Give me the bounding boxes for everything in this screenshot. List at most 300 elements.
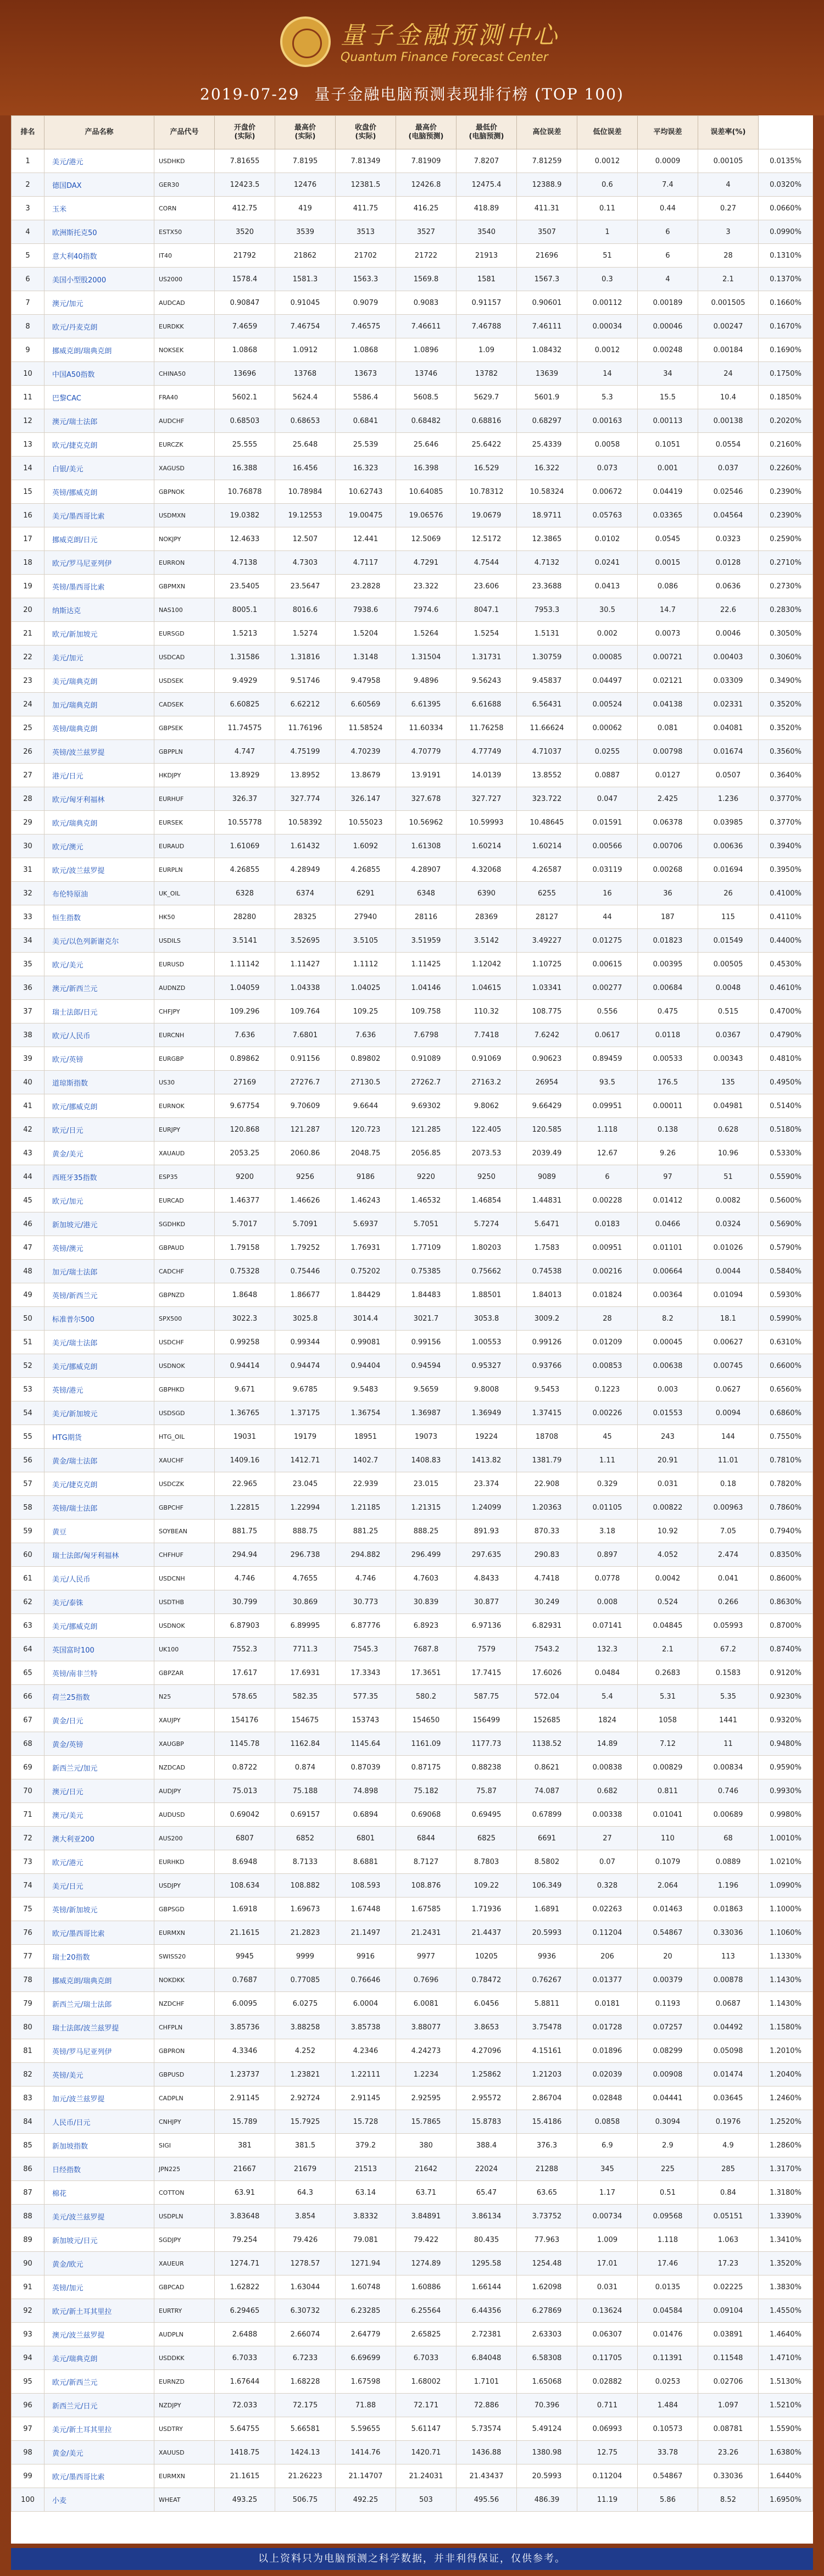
table-cell: 72.886 [456,2394,517,2417]
table-cell: 1.60748 [336,2275,396,2299]
table-cell: 0.93766 [517,1354,577,1378]
brand-row [0,12,824,78]
table-cell: 1274.89 [396,2252,456,2275]
table-cell: 16.322 [517,457,577,480]
table-cell: 20 [12,598,44,622]
table-cell: 1408.83 [396,1449,456,1472]
table-cell: 21679 [275,2157,336,2181]
table-cell: 297.635 [456,1543,517,1567]
table-cell: GBPHKD [154,1378,215,1401]
table-cell: 0.00268 [638,858,698,882]
table-cell: 0.94594 [396,1354,456,1378]
table-cell: 0.33036 [698,1921,759,1945]
table-cell: 1278.57 [275,2252,336,2275]
table-cell: 美元/挪威克朗 [44,1354,154,1378]
table-cell: 5.61147 [396,2417,456,2441]
table-cell: EURMXN [154,2464,215,2488]
table-cell: 0.5990% [759,1307,813,1331]
table-cell: 7.4659 [215,315,275,338]
table-cell: 1.0912 [275,338,336,362]
table-cell: 1.6891 [517,1898,577,1921]
table-cell: 7.12 [638,1732,698,1756]
table-cell: 1.1430% [759,1968,813,1992]
table-cell: 176.5 [638,1071,698,1094]
table-cell: 21667 [215,2157,275,2181]
table-cell: 21288 [517,2157,577,2181]
table-cell: 澳元/新西兰元 [44,976,154,1000]
table-cell: 0.7696 [396,1968,456,1992]
table-cell: 0.9590% [759,1756,813,1779]
table-cell: 881.25 [336,1520,396,1543]
table-cell: 4 [698,173,759,197]
table-cell: 1.5204 [336,622,396,646]
table-cell: 1.36987 [396,1401,456,1425]
table-row [12,787,813,811]
table-cell: 0.0044 [698,1260,759,1283]
table-cell: 12.5069 [396,527,456,551]
table-cell: 11.60334 [396,716,456,740]
table-cell: 5.66581 [275,2417,336,2441]
table-cell: COTTON [154,2181,215,2205]
table-cell: 578.65 [215,1685,275,1709]
table-cell: 8005.1 [215,598,275,622]
table-cell: 0.1310% [759,244,813,268]
table-cell: 9.47958 [336,669,396,693]
table-cell: 0.88238 [456,1756,517,1779]
table-cell: 0.87175 [396,1756,456,1779]
table-cell: 1.5213 [215,622,275,646]
table-cell: 0.5330% [759,1142,813,1165]
table-cell: 恒生指数 [44,905,154,929]
table-cell: 英镑/新加坡元 [44,1898,154,1921]
table-cell: 58 [12,1496,44,1520]
table-cell: GBPNZD [154,1283,215,1307]
table-cell: 96 [12,2394,44,2417]
table-cell: 6.87776 [336,1614,396,1638]
table-cell: USDTHB [154,1590,215,1614]
table-cell: 1.17 [577,2181,638,2205]
table-cell: 0.0135 [638,2275,698,2299]
table-row [12,1992,813,2016]
table-cell: 6.60569 [336,693,396,716]
table-cell: 411.31 [517,197,577,220]
table-cell: IT40 [154,244,215,268]
table-cell: AUDPLN [154,2323,215,2346]
table-cell: 0.04138 [638,693,698,716]
table-cell: 0.5180% [759,1118,813,1142]
table-cell: 0.90623 [517,1047,577,1071]
table-cell: 6.30732 [275,2299,336,2323]
table-cell: 0.11705 [577,2346,638,2370]
table-cell: 17.6931 [275,1661,336,1685]
table-cell: 6.69699 [336,2346,396,2370]
table-cell: 0.9120% [759,1661,813,1685]
table-cell: 9.8008 [456,1378,517,1401]
table-cell: 1.36754 [336,1401,396,1425]
table-cell: 121.285 [396,1118,456,1142]
table-cell: 14.7 [638,598,698,622]
table-cell: 26954 [517,1071,577,1094]
table-cell: 0.90847 [215,291,275,315]
table-cell: EURTRY [154,2299,215,2323]
table-cell: 6807 [215,1827,275,1850]
table-cell: 1.5590% [759,2417,813,2441]
table-cell: 326.147 [336,787,396,811]
table-cell: 8047.1 [456,598,517,622]
table-row [12,1850,813,1874]
table-cell: 492.25 [336,2488,396,2512]
table-cell: 0.4100% [759,882,813,905]
table-cell: 小麦 [44,2488,154,2512]
table-cell: 23.045 [275,1472,336,1496]
table-cell: 0.7687 [215,1968,275,1992]
table-cell: 0.94414 [215,1354,275,1378]
table-cell: 17.617 [215,1661,275,1685]
table-cell: 0.086 [638,575,698,598]
table-cell: 0.89802 [336,1047,396,1071]
table-cell: AUDCHF [154,409,215,433]
table-cell: 40 [12,1071,44,1094]
table-cell: 1.31504 [396,646,456,669]
table-cell: 1.7583 [517,1236,577,1260]
table-cell: 9.6785 [275,1378,336,1401]
table-cell: 1.21203 [517,2063,577,2087]
table-cell: 380 [396,2134,456,2157]
table-cell: 109.25 [336,1000,396,1023]
table-cell: 6.61395 [396,693,456,716]
table-cell: 6.61688 [456,693,517,716]
table-cell: 1058 [638,1709,698,1732]
table-cell: 0.0636 [698,575,759,598]
table-cell: 21702 [336,244,396,268]
table-row [12,173,813,197]
table-cell: 5.7017 [215,1212,275,1236]
table-cell: 27940 [336,905,396,929]
table-cell: 6844 [396,1827,456,1850]
table-cell: 16.323 [336,457,396,480]
table-row [12,669,813,693]
table-cell: 16.529 [456,457,517,480]
table-cell: 0.2390% [759,480,813,504]
table-cell: 1.04146 [396,976,456,1000]
table-cell: 75.87 [456,1779,517,1803]
table-cell: 0.00226 [577,1401,638,1425]
table-row [12,1449,813,1472]
table-cell: 0.2590% [759,527,813,551]
table-cell: 34 [12,929,44,953]
table-row [12,1212,813,1236]
table-cell: 9.4896 [396,669,456,693]
table-cell: 7543.2 [517,1638,577,1661]
table-cell: 3 [698,220,759,244]
disclaimer-footer: 以上资料只为电脑预测之科学数据，并非利得保证，仅供参考。 [11,2548,813,2570]
table-cell: 6374 [275,882,336,905]
table-cell: 21.14707 [336,2464,396,2488]
table-cell: 21696 [517,244,577,268]
table-cell: 0.01823 [638,929,698,953]
table-cell: 74 [12,1874,44,1898]
table-cell: NOKSEK [154,338,215,362]
table-cell: 0.001505 [698,291,759,315]
table-row [12,2441,813,2464]
table-row [12,834,813,858]
table-cell: 3.8653 [456,2016,517,2039]
table-cell: 21792 [215,244,275,268]
table-cell: 欧元/人民币 [44,1023,154,1047]
table-cell: 0.0507 [698,764,759,787]
table-cell: 6.0095 [215,1992,275,2016]
column-header: 开盘价 (实际) [215,116,275,149]
table-cell: 0.0012 [577,149,638,173]
table-cell: 3.5105 [336,929,396,953]
table-cell: GBPRON [154,2039,215,2063]
table-cell: 0.5140% [759,1094,813,1118]
table-cell: 0.4400% [759,929,813,953]
table-cell: 1.88501 [456,1283,517,1307]
table-row [12,575,813,598]
table-cell: 0.00034 [577,315,638,338]
table-cell: XAUEUR [154,2252,215,2275]
table-cell: 22024 [456,2157,517,2181]
table-cell: 109.296 [215,1000,275,1023]
table-cell: 13.9191 [396,764,456,787]
table-cell: 澳元/波兰兹罗提 [44,2323,154,2346]
table-cell: 0.7820% [759,1472,813,1496]
table-cell: 23.374 [456,1472,517,1496]
table-cell: 9916 [336,1945,396,1968]
table-cell: 4.2346 [336,2039,396,2063]
table-cell: 28325 [275,905,336,929]
table-cell: 2.92724 [275,2087,336,2110]
table-cell: 5.49124 [517,2417,577,2441]
table-cell: AUS200 [154,1827,215,1850]
table-cell: 1.1330% [759,1945,813,1968]
table-cell: EURSEK [154,811,215,834]
table-cell: 3.88077 [396,2016,456,2039]
table-cell: 0.047 [577,787,638,811]
table-cell: 0.8621 [517,1756,577,1779]
table-cell: 2073.53 [456,1142,517,1165]
table-cell: 27163.2 [456,1071,517,1094]
table-cell: 1.1580% [759,2016,813,2039]
table-cell: 60 [12,1543,44,1567]
table-cell: EURNZD [154,2370,215,2394]
table-cell: 0.01209 [577,1331,638,1354]
table-cell: 1.097 [698,2394,759,2417]
table-cell: CADPLN [154,2087,215,2110]
table-cell: 布伦特原油 [44,882,154,905]
column-header: 最低价 (电脑预测) [456,116,517,149]
table-cell: 15.7925 [275,2110,336,2134]
table-cell: 0.00277 [577,976,638,1000]
table-cell: 0.76267 [517,1968,577,1992]
table-cell: 0.6310% [759,1331,813,1354]
table-cell: 0.00615 [577,953,638,976]
table-cell: 9.51746 [275,669,336,693]
table-body [12,149,813,2512]
table-cell: 1.62822 [215,2275,275,2299]
table-cell: 玉米 [44,197,154,220]
table-cell: 10.56962 [396,811,456,834]
table-cell: USDDKK [154,2346,215,2370]
table-cell: 93.5 [577,1071,638,1094]
table-cell: 0.54867 [638,1921,698,1945]
table-cell: 0.91157 [456,291,517,315]
table-cell: 66 [12,1685,44,1709]
table-cell: 19073 [396,1425,456,1449]
table-cell: 73 [12,1850,44,1874]
table-cell: 3025.8 [275,1307,336,1331]
table-cell: 13.8552 [517,764,577,787]
table-cell: 1.3180% [759,2181,813,2205]
table-cell: 7.81655 [215,149,275,173]
table-cell: USDMXN [154,504,215,527]
table-cell: 0.041 [698,1567,759,1590]
table-cell: 1.5210% [759,2394,813,2417]
table-cell: 2.91145 [336,2087,396,2110]
table-cell: 419 [275,197,336,220]
table-cell: 2.64779 [336,2323,396,2346]
table-cell: 0.00011 [638,1094,698,1118]
column-header: 最高价 (实际) [275,116,336,149]
table-cell: 0.02848 [577,2087,638,2110]
table-cell: 6.0275 [275,1992,336,2016]
table-cell: 黄金/瑞士法郎 [44,1449,154,1472]
table-cell: 纳斯达克 [44,598,154,622]
table-cell: 0.99156 [396,1331,456,1354]
table-cell: 0.91069 [456,1047,517,1071]
table-cell: 0.44 [638,197,698,220]
table-cell: 4 [12,220,44,244]
table-cell: 69 [12,1756,44,1779]
table-row [12,2016,813,2039]
table-cell: 61 [12,1567,44,1590]
table-cell: 42 [12,1118,44,1142]
table-cell: 1.2460% [759,2087,813,2110]
table-cell: 中国A50指数 [44,362,154,386]
table-cell: 35 [12,953,44,976]
table-cell: 4.7117 [336,551,396,575]
table-cell: 888.75 [275,1520,336,1543]
table-cell: 1.67598 [336,2370,396,2394]
table-cell: 欧元/丹麦克朗 [44,315,154,338]
table-row [12,1047,813,1071]
table-cell: 1.4550% [759,2299,813,2323]
table-cell: 93 [12,2323,44,2346]
table-cell: 24 [698,362,759,386]
table-cell: 2060.86 [275,1142,336,1165]
table-cell: 8.6881 [336,1850,396,1874]
table-cell: 97 [12,2417,44,2441]
table-cell: 3 [12,197,44,220]
table-cell: 0.00533 [638,1047,698,1071]
table-cell: 4.7418 [517,1567,577,1590]
table-cell: 瑞士法郎/波兰兹罗提 [44,2016,154,2039]
table-cell: 1.2234 [396,2063,456,2087]
table-cell: 3507 [517,220,577,244]
table-cell: 17.6026 [517,1661,577,1685]
table-cell: 5.3 [577,386,638,409]
table-cell: 110.32 [456,1000,517,1023]
table-cell: 6 [638,244,698,268]
table-row [12,2299,813,2323]
table-cell: 2048.75 [336,1142,396,1165]
table-cell: 0.4790% [759,1023,813,1047]
table-cell: 加元/瑞典克朗 [44,693,154,716]
table-cell: 580.2 [396,1685,456,1709]
table-cell: 4.28907 [396,858,456,882]
table-cell: 27 [577,1827,638,1850]
table-cell: 11.58524 [336,716,396,740]
table-cell: 14.89 [577,1732,638,1756]
table-cell: 30.5 [577,598,638,622]
table-cell: 0.328 [577,1874,638,1898]
table-cell: 0.4530% [759,953,813,976]
table-cell: 0.00343 [698,1047,759,1071]
table-cell: 英镑/港元 [44,1378,154,1401]
table-cell: 4.75199 [275,740,336,764]
table-cell: 7.46611 [396,315,456,338]
table-cell: 23.3688 [517,575,577,598]
table-row [12,1189,813,1212]
table-row [12,1331,813,1354]
table-cell: 2.63303 [517,2323,577,2346]
table-cell: NOKDKK [154,1968,215,1992]
table-cell: 144 [698,1425,759,1449]
table-cell: 7.8207 [456,149,517,173]
table-cell: 0.7860% [759,1496,813,1520]
table-cell: 瑞士法郎/匈牙利福林 [44,1543,154,1567]
table-cell: 黄金/美元 [44,2441,154,2464]
table-cell: 0.00963 [698,1496,759,1520]
table-cell: 欧元/墨西哥比索 [44,2464,154,2488]
table-cell: 0.69157 [275,1803,336,1827]
table-row [12,1685,813,1709]
table-cell: 46 [12,1212,44,1236]
table-cell: 1.84013 [517,1283,577,1307]
table-cell: 8.2 [638,1307,698,1331]
table-cell: 0.87039 [336,1756,396,1779]
table-cell: 19.0679 [456,504,517,527]
table-cell: 0.0887 [577,764,638,787]
table-cell: 0.8722 [215,1756,275,1779]
table-cell: 0.3560% [759,740,813,764]
table-cell: 51 [577,244,638,268]
table-cell: 0.01275 [577,929,638,953]
table-cell: SGDHKD [154,1212,215,1236]
table-cell: 美元/波兰兹罗提 [44,2205,154,2228]
table-cell: 9977 [396,1945,456,1968]
table-cell: 22.965 [215,1472,275,1496]
table-cell: 1.0990% [759,1874,813,1898]
table-cell: 13639 [517,362,577,386]
table-cell: 3.5141 [215,929,275,953]
table-cell: 英镑/挪威克朗 [44,480,154,504]
table-cell: 4.746 [215,1567,275,1590]
table-cell: 63.14 [336,2181,396,2205]
table-cell: 9.5453 [517,1378,577,1401]
table-cell: 0.04497 [577,669,638,693]
table-row [12,457,813,480]
table-row [12,2063,813,2087]
table-row [12,1756,813,1779]
table-cell: 1380.98 [517,2441,577,2464]
table-cell: 瑞士20指数 [44,1945,154,1968]
table-cell: 1274.71 [215,2252,275,2275]
table-cell: 25 [12,716,44,740]
table-header [12,116,813,149]
table-cell: 6 [638,220,698,244]
